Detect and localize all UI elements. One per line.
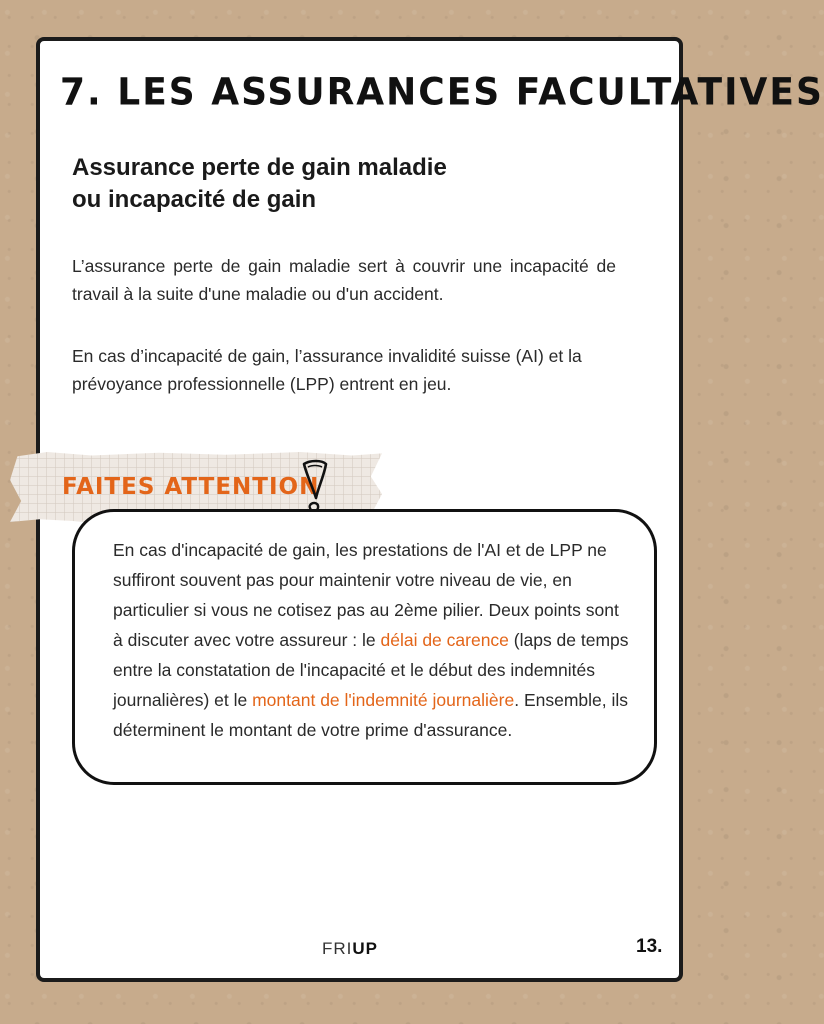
attention-callout-text (113, 535, 633, 745)
page-title: 7. LES ASSURANCES FACULTATIVES (60, 70, 824, 115)
highlight-montant-indemnite: montant de l'indemnité journalière (252, 690, 515, 710)
intro-paragraph: L’assurance perte de gain maladie sert à couvrir une incapacité de travail à la suite d'une maladie ou d'un accident. (72, 256, 616, 304)
callout-text-part3: . Ensemble, ils déterminent le montant de votre prime d'assurance. (113, 690, 629, 740)
highlight-delai-de-carence: délai de carence (380, 630, 509, 650)
second-paragraph: En cas d’incapacité de gain, l’assurance invalidité suisse (AI) et la prévoyance professionnelle (LPP) entrent en jeu. (72, 346, 582, 394)
friup-logo (322, 939, 402, 959)
section-heading-line2: ou incapacité de gain (72, 186, 317, 213)
brand-up: UP (352, 939, 379, 958)
section-heading-line1: Assurance perte de gain maladie (72, 154, 447, 181)
brand-fri: FRI (322, 939, 353, 958)
page-number: 13. (636, 936, 663, 957)
callout-text-part1: En cas d'incapacité de gain, les prestations de l'AI et de LPP ne suffiront souvent pas pour maintenir votre niveau de vie, en particulier si vous ne cotisez pas au 2ème pilier. Deux points sont à discuter avec votre assureur : le (113, 540, 619, 650)
section-heading (72, 152, 632, 216)
exclamation-icon (296, 458, 336, 516)
attention-label: FAITES ATTENTION (62, 474, 320, 500)
callout-text-part2: (laps de temps entre la constatation de l'incapacité et le début des indemnités journalières) et le (113, 630, 629, 710)
